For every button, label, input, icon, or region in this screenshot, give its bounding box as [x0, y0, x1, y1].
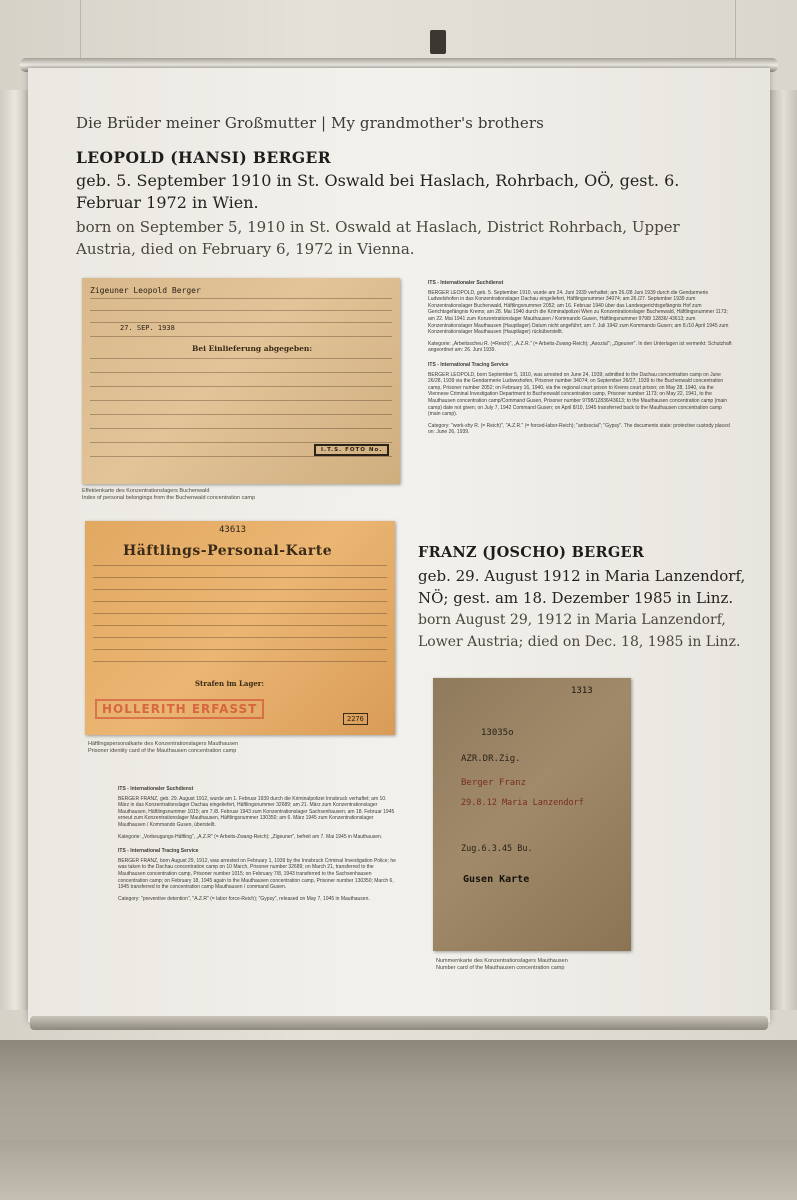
banner-bottom-rod [30, 1016, 768, 1030]
card2-caption-de: Häftlingspersonalkarte des Konzentrationslagers Mauthausen [88, 741, 239, 747]
card2-caption [88, 741, 238, 755]
card2-heading: Häftlings-Personal-Karte [123, 543, 333, 559]
card1-section-heading: Bei Einlieferung abgegeben: [192, 344, 313, 353]
buchenwald-effects-card [82, 278, 400, 484]
card3-line5: Zug.6.3.45 Bu. [461, 844, 533, 854]
card1-top-line: Zigeuner Leopold Berger [90, 286, 201, 295]
card3-line2: AZR.DR.Zig. [461, 754, 521, 764]
exhibition-banner [28, 68, 770, 1022]
card3-caption-de: Nummernkarte des Konzentrationslagers Mauthausen [436, 958, 568, 964]
its-block-leopold [428, 280, 733, 441]
card3-caption-en: Number card of the Mauthausen concentration camp [436, 965, 565, 971]
ceiling-hook [430, 30, 446, 54]
person2-name: FRANZ (JOSCHO) BERGER [418, 544, 645, 561]
card1-foto-stamp: I.T.S. FOTO No. [314, 444, 389, 456]
its-block-franz [118, 786, 398, 907]
floor-baseboard [0, 1140, 797, 1200]
mauthausen-number-card [433, 678, 631, 951]
person2-bio-en: born August 29, 1912 in Maria Lanzendorf, Lower Austria; died on Dec. 18, 1985 in Linz. [418, 612, 741, 650]
card2-box-number: 2276 [343, 713, 368, 725]
its1-title-de: ITS - Internationaler Suchdienst [428, 280, 504, 286]
card3-number: 1313 [571, 686, 593, 696]
its2-title-en: ITS - International Tracing Service [118, 848, 199, 855]
its2-title-de: ITS - Internationaler Suchdienst [118, 786, 194, 792]
card3-line3: Berger Franz [461, 778, 527, 788]
card3-line4: 29.8.12 Maria Lanzendorf [461, 798, 584, 808]
neighbor-banner-left [0, 90, 30, 1010]
its1-text-de: BERGER LEOPOLD, geb. 5. September 1910, wurde am 24. Juni 1939 verhaftet; am 26./28 Juni 1939 durch die Gendarmerie Ludwelshofen in das Konzentrationslager Dachau eingeliefert, Häftlingsnummer 34074; am 26./27. September 1939 zum Konzentrationslager Buchenwald, Häftlingsnummer 2052; am 16. Februar 1940 über das Landesgerichtsgefängnis Hof zum Gerichtsgefängnis Krems; am 28. Mai 1940 durch die Kriminalpolizei Wien zu Konzentrationslager Buchenwald, Häftlingsnummer 1173; am 22. Mai 1941 zum Konzentrationslager Mauthausen / Kommando Gusen, Häftlingsnummer 9798/ 12836/ 43613; zum Konzentrationslager Mauthausen (Hauptlager) Datum nicht angeführt; am 7. Juli 1942 zum Kommando Gusen; am 8./10 April 1945 zum Konzentrationslager Mauthausen (Hauptlager) rücküberstellt. [428, 289, 729, 336]
its1-title-en: ITS - International Tracing Service [428, 361, 509, 368]
person2-bio-de: geb. 29. August 1912 in Maria Lanzendorf, NÖ; gest. am 18. Dezember 1985 in Linz. [418, 567, 746, 607]
banner-header: Die Brüder meiner Großmutter | My grandmother's brothers [76, 114, 544, 132]
card2-number: 43613 [219, 525, 247, 535]
card1-caption [82, 488, 255, 502]
its1-text-en: BERGER LEOPOLD, born September 5, 1910, was arrested on June 24, 1939; admitted to the Dachau concentration camp on June 26/28, 1939 via the Gendarmerie Ludweshofen, Prisoner number 34074; on September 26/27, 1939 to the Buchenwald concentration camp, Prisoner number 2052; on February 16, 1940, via the regional court prison to Krems court prison; on May 28, 1940, via the Viennese Criminal Investigation Department to Buchenwald concentration camp, Prisoner number 1173; on May 22, 1941, to the Mauthausen concentration camp/Command Gusen, Prisoner number 9798/12836/43613; to the Mauthausen concentration camp (main camp) date not given; on July 7, 1942 Command Gusen; on April 8/10, 1945 transferred back to the Mauthausen concentration camp (main camp). [428, 371, 728, 418]
hanging-wire [735, 0, 736, 60]
card2-hollerith-stamp: HOLLERITH ERFASST [95, 699, 264, 719]
mauthausen-prisoner-card [85, 521, 395, 735]
its2-text-en: BERGER FRANZ, born August 29, 1912, was arrested on February 1, 1939 by the Innsbruck Criminal Investigation Police; he was taken to the Dachau concentration camp on 10 March, Prisoner number 32689; on March 21, transferred to the Mauthausen concentration camp, Prisoner number 1015; on February 7/8, 1943 transferred to the Sachsenhausen concentration camp; on February 18, 1945 again to the Mauthausen concentration camp, Prisoner number 130350; March 6, 1945 transferred to the concentration camp Mauthausen / command Gusen. [118, 857, 396, 891]
card1-date: 27. SEP. 1938 [120, 324, 175, 332]
card2-section: Strafen im Lager: [195, 679, 265, 688]
its2-category-de: Kategorie: „Vorbeugungs-Häftling", „A.Z.R" (= Arbeits-Zwang-Reich); „Zigeuner", befreit am 7. Mai 1945 in Mauthausen. [118, 833, 383, 840]
its1-category-en: Category: "work-shy R. (= Reich)", "A.Z.R." (= forced-labor-Reich); "antisocial"; "Gypsy". The documents state: protective custody placed on: June 26, 1939. [428, 422, 730, 436]
card3-caption [436, 958, 568, 972]
card1-caption-en: Index of personal belongings from the Buchenwald concentration camp [82, 495, 256, 501]
its2-category-en: Category: "preventive detention", "A.Z.R" (= labor force-Reich); "Gypsy", released on May 7, 1945 in Mauthausen. [118, 895, 370, 902]
card3-line6: Gusen Karte [463, 874, 530, 885]
card2-caption-en: Prisoner identity card of the Mauthausen concentration camp [88, 748, 237, 754]
its1-category-de: Kategorie: „Arbeitsscheu R. (=Reich)", „A.Z.R." (= Arbeits-Zwang-Reich); „Asozial"; „Zigeuner". In den Unterlagen ist vermerkt: Schutzhaft angeordnet am: 26. Juni 1939. [428, 340, 732, 354]
person1-bio-en: born on September 5, 1910 in St. Oswald at Haslach, District Rohrbach, Upper Austria, died on February 6, 1972 in Vienna. [76, 218, 680, 258]
card1-caption-de: Effektenkarte des Konzentrationslagers Buchenwald [82, 488, 210, 494]
hanging-wire [80, 0, 81, 60]
person1-bio-de: geb. 5. September 1910 in St. Oswald bei Haslach, Rohrbach, OÖ, gest. 6. Februar 1972 in Wien. [76, 171, 680, 212]
person1-name: LEOPOLD (HANSI) BERGER [76, 148, 331, 167]
card3-line1: 13035o [481, 728, 514, 738]
neighbor-banner-right [770, 90, 797, 1010]
its2-text-de: BERGER FRANZ, geb. 29. August 1912, wurde am 1. Februar 1939 durch die Kriminalpolizei Innsbruck verhaftet; am 10. März in das Konzentrationslager Dachau eingeliefert, Häftlingsnummer 32689; am 21. März zum Konzentrationslager Mauthausen, Häftlingsnummer 1015; am 7./8. Februar 1943 zum Konzentrationslager Sachsenhausen; am 18. Februar 1945 erneut zum Konzentrationslager Mauthausen, Häftlingsnummer 130350; am 6. März 1945 zum Konzentrationslager Mauthausen / Kommando Gusen, überstellt. [118, 795, 395, 828]
